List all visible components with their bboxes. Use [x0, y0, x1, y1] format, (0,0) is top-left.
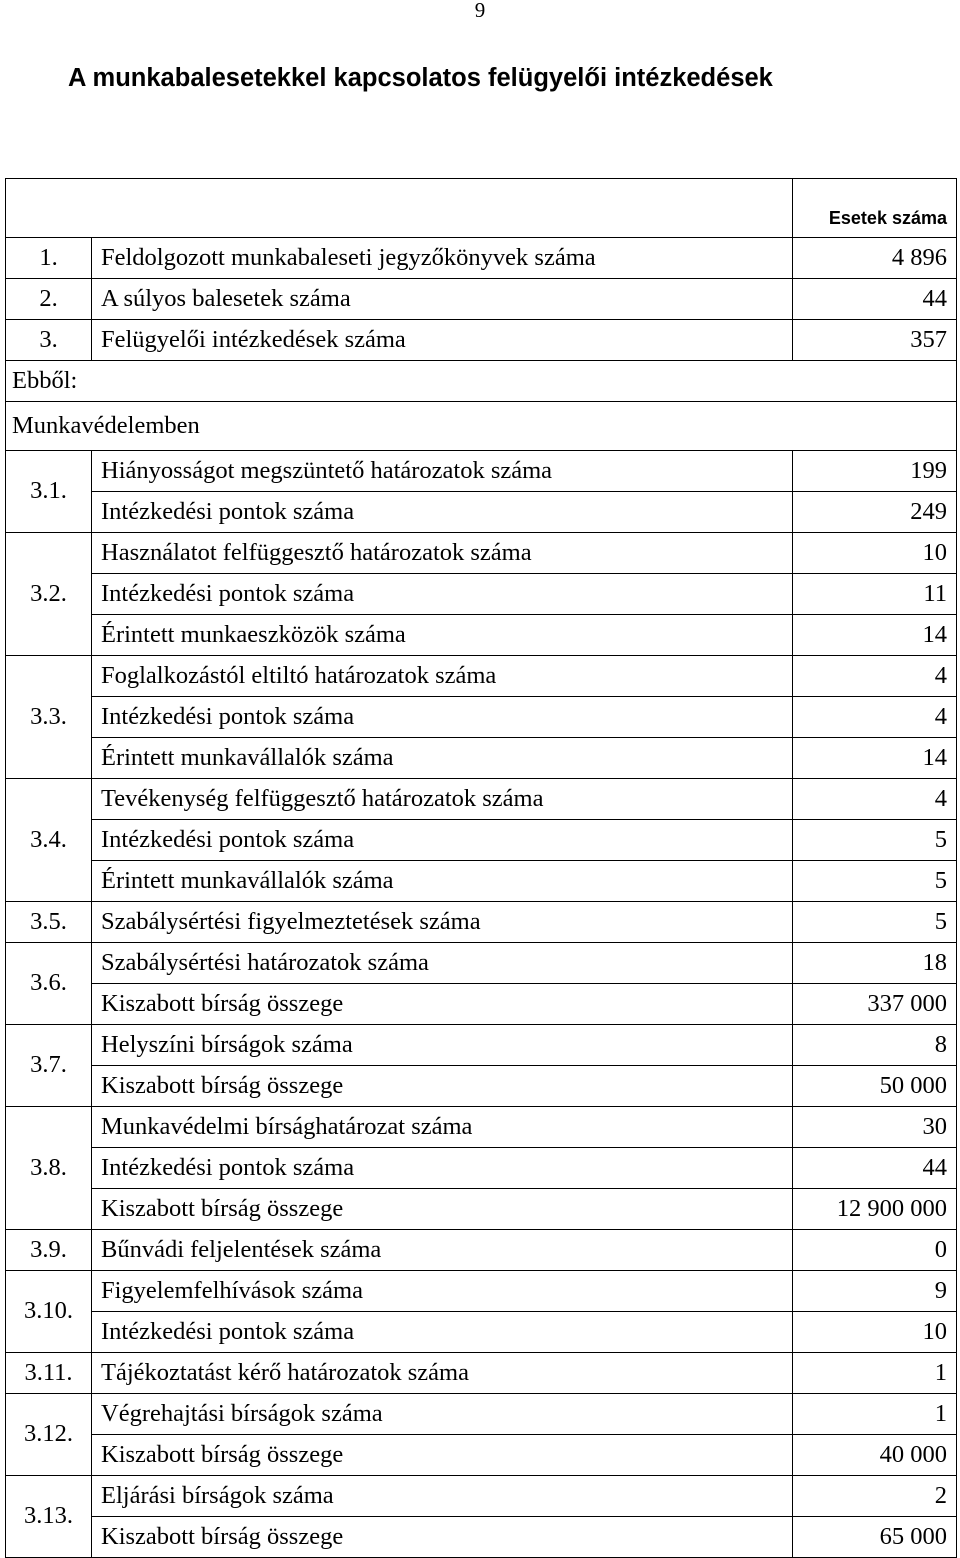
row-value: 44: [793, 279, 957, 320]
row-value: 1: [793, 1353, 957, 1394]
row-number: 1.: [6, 238, 92, 279]
row-value: 10: [793, 533, 957, 574]
row-label: Kiszabott bírság összege: [92, 984, 793, 1025]
row-value: 4: [793, 656, 957, 697]
row-value: 1: [793, 1394, 957, 1435]
row-value: 199: [793, 451, 957, 492]
table-row: [6, 1107, 957, 1148]
row-label: Érintett munkavállalók száma: [92, 861, 793, 902]
table-row: [6, 1230, 957, 1271]
row-label: Figyelemfelhívások száma: [92, 1271, 793, 1312]
group-number: 3.1.: [6, 451, 92, 533]
row-value: 65 000: [793, 1517, 957, 1558]
row-value: 40 000: [793, 1435, 957, 1476]
row-value: 5: [793, 820, 957, 861]
row-value: 4: [793, 779, 957, 820]
row-value: 11: [793, 574, 957, 615]
row-value: 12 900 000: [793, 1189, 957, 1230]
row-value: 14: [793, 738, 957, 779]
table-row: [6, 533, 957, 574]
row-label: Helyszíni bírságok száma: [92, 1025, 793, 1066]
group-number: 3.6.: [6, 943, 92, 1025]
table-row: [6, 738, 957, 779]
row-label: Feldolgozott munkabaleseti jegyzőkönyvek száma: [92, 238, 793, 279]
table-row: [6, 820, 957, 861]
row-label: Érintett munkaeszközök száma: [92, 615, 793, 656]
row-number: 3.: [6, 320, 92, 361]
row-label: Bűnvádi feljelentések száma: [92, 1230, 793, 1271]
row-label: Felügyelői intézkedések száma: [92, 320, 793, 361]
row-label: Kiszabott bírság összege: [92, 1189, 793, 1230]
row-value: 9: [793, 1271, 957, 1312]
table-row: [6, 279, 957, 320]
row-value: 4: [793, 697, 957, 738]
group-number: 3.11.: [6, 1353, 92, 1394]
row-label: Intézkedési pontok száma: [92, 697, 793, 738]
table-row: [6, 1353, 957, 1394]
table-row: [6, 402, 957, 451]
table-row: [6, 1312, 957, 1353]
row-value: 18: [793, 943, 957, 984]
section-label: Munkavédelemben: [6, 402, 957, 451]
group-number: 3.10.: [6, 1271, 92, 1353]
table-row: [6, 1394, 957, 1435]
row-label: Intézkedési pontok száma: [92, 1148, 793, 1189]
table-row: [6, 984, 957, 1025]
group-number: 3.9.: [6, 1230, 92, 1271]
statistics-table: [5, 178, 957, 1558]
row-label: Intézkedési pontok száma: [92, 574, 793, 615]
table-row: [6, 1066, 957, 1107]
row-label: Intézkedési pontok száma: [92, 820, 793, 861]
row-value: 50 000: [793, 1066, 957, 1107]
group-number: 3.13.: [6, 1476, 92, 1558]
row-value: 2: [793, 1476, 957, 1517]
row-value: 44: [793, 1148, 957, 1189]
header-cell: [793, 179, 957, 238]
group-number: 3.8.: [6, 1107, 92, 1230]
table-row: [6, 902, 957, 943]
table-row: [6, 943, 957, 984]
row-value: 4 896: [793, 238, 957, 279]
table-row: [6, 1025, 957, 1066]
statistics-table-body: [6, 179, 957, 1558]
table-row: [6, 861, 957, 902]
row-label: Végrehajtási bírságok száma: [92, 1394, 793, 1435]
row-value: 10: [793, 1312, 957, 1353]
row-value: 337 000: [793, 984, 957, 1025]
row-label: Szabálysértési figyelmeztetések száma: [92, 902, 793, 943]
page-title: A munkabalesetekkel kapcsolatos felügyelői intézkedések: [68, 64, 773, 92]
row-label: Tevékenység felfüggesztő határozatok száma: [92, 779, 793, 820]
row-label: Foglalkozástól eltiltó határozatok száma: [92, 656, 793, 697]
row-label: Tájékoztatást kérő határozatok száma: [92, 1353, 793, 1394]
table-row: [6, 615, 957, 656]
row-label: Intézkedési pontok száma: [92, 492, 793, 533]
row-value: 14: [793, 615, 957, 656]
table-row: [6, 656, 957, 697]
table-row: [6, 451, 957, 492]
row-label: Munkavédelmi bírsághatározat száma: [92, 1107, 793, 1148]
group-number: 3.2.: [6, 533, 92, 656]
table-row: [6, 1189, 957, 1230]
table-row: [6, 1435, 957, 1476]
group-number: 3.3.: [6, 656, 92, 779]
row-label: Kiszabott bírság összege: [92, 1517, 793, 1558]
row-label: Érintett munkavállalók száma: [92, 738, 793, 779]
table-row: [6, 361, 957, 402]
row-value: 249: [793, 492, 957, 533]
table-row: [6, 574, 957, 615]
table-row: [6, 320, 957, 361]
table-row: [6, 1517, 957, 1558]
page-number: 9: [474, 0, 486, 22]
header-empty-cell: [6, 179, 793, 238]
row-value: 8: [793, 1025, 957, 1066]
row-label: Intézkedési pontok száma: [92, 1312, 793, 1353]
row-number: 2.: [6, 279, 92, 320]
row-label: Hiányosságot megszüntető határozatok száma: [92, 451, 793, 492]
table-row: [6, 492, 957, 533]
row-label: Szabálysértési határozatok száma: [92, 943, 793, 984]
row-value: 5: [793, 861, 957, 902]
group-number: 3.7.: [6, 1025, 92, 1107]
table-row: [6, 697, 957, 738]
row-label: Kiszabott bírság összege: [92, 1066, 793, 1107]
row-label: A súlyos balesetek száma: [92, 279, 793, 320]
row-value: 0: [793, 1230, 957, 1271]
table-row: [6, 1148, 957, 1189]
row-value: 357: [793, 320, 957, 361]
group-number: 3.12.: [6, 1394, 92, 1476]
table-row: [6, 1476, 957, 1517]
table-row: [6, 1271, 957, 1312]
row-label: Használatot felfüggesztő határozatok száma: [92, 533, 793, 574]
ebbol-label: Ebből:: [6, 361, 957, 402]
row-label: Kiszabott bírság összege: [92, 1435, 793, 1476]
group-number: 3.5.: [6, 902, 92, 943]
row-value: 30: [793, 1107, 957, 1148]
row-label: Eljárási bírságok száma: [92, 1476, 793, 1517]
table-row: [6, 238, 957, 279]
row-value: 5: [793, 902, 957, 943]
group-number: 3.4.: [6, 779, 92, 902]
table-header-row: [6, 179, 957, 238]
table-row: [6, 779, 957, 820]
header-label: Esetek száma: [828, 207, 947, 228]
